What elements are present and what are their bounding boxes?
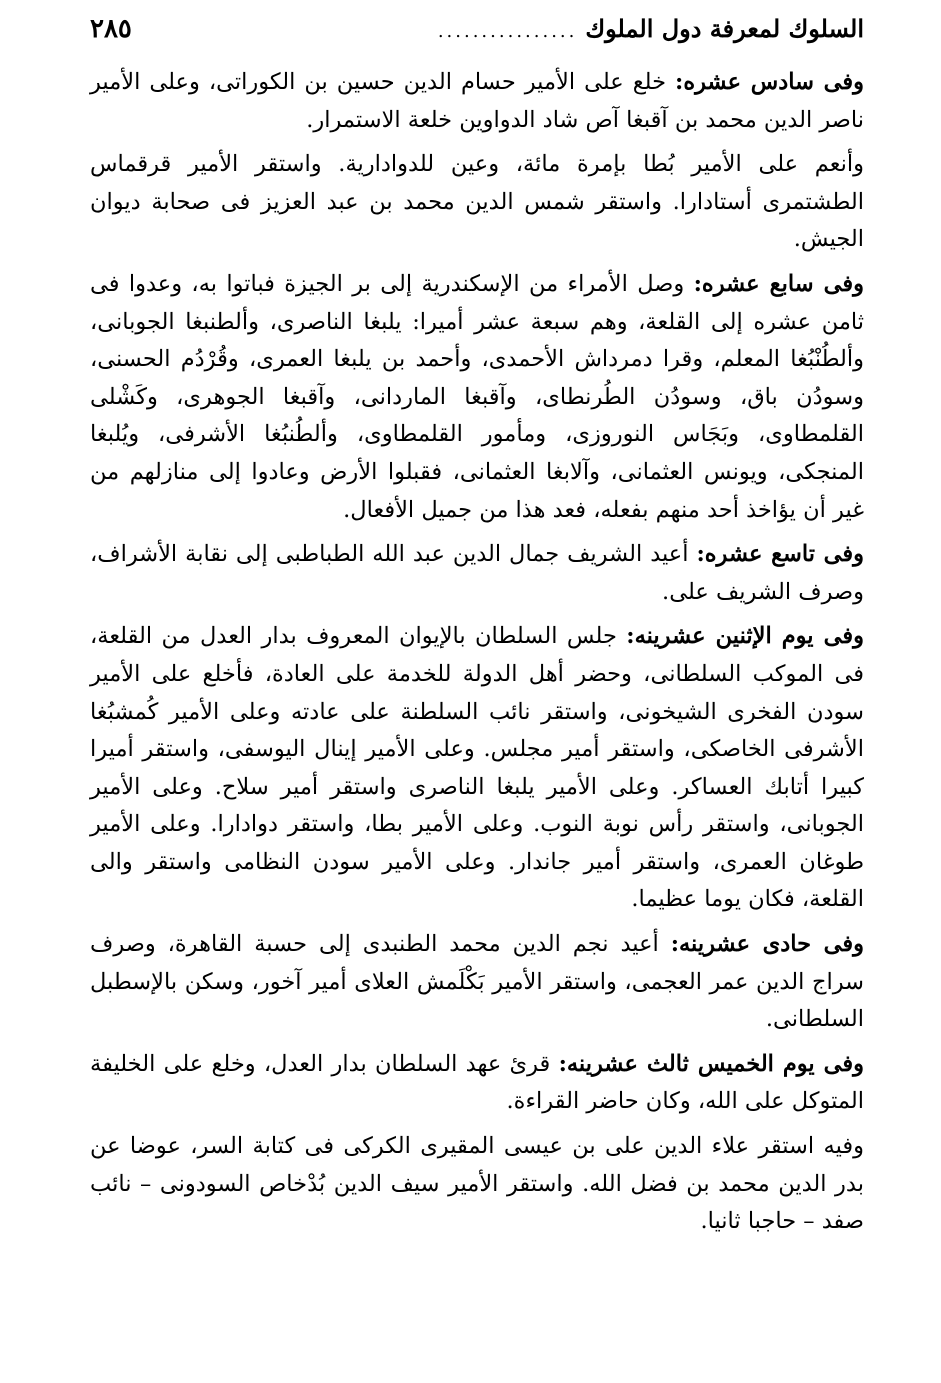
paragraph-5 — [90, 618, 864, 919]
header-leader-dots: ................ — [437, 21, 578, 42]
paragraph-text: أعيد نجم الدين محمد الطنبدى إلى حسبة القاهرة، وصرف سراج الدين عمر العجمى، واستقر الأمير بَكْلَمش العلاى أمير آخور، وسكن بالإسطبل السلطانى. — [90, 931, 864, 1033]
book-page — [90, 14, 864, 1248]
paragraph-3 — [90, 266, 864, 529]
paragraph-text: وأنعم على الأمير بُطا بإمرة مائة، وعين للدوادارية. واستقر الأمير قرقماس الطشتمرى أستادارا. واستقر شمس الدين محمد بن عبد العزيز فى صحابة ديوان الجيش. — [90, 151, 864, 253]
paragraph-2 — [90, 146, 864, 259]
date-heading: وفى سابع عشره: — [693, 270, 864, 297]
paragraph-6 — [90, 926, 864, 1039]
paragraph-4 — [90, 536, 864, 611]
paragraph-8 — [90, 1128, 864, 1241]
date-heading: وفى حادى عشرينه: — [670, 931, 864, 958]
paragraph-text: قرئ عهد السلطان بدار العدل، وخلع على الخليفة المتوكل على الله، وكان حاضر القراءة. — [90, 1050, 864, 1115]
paragraph-1 — [90, 64, 864, 139]
paragraph-text: جلس السلطان بالإيوان المعروف بدار العدل من القلعة، فى الموكب السلطانى، وحضر أهل الدولة للخدمة على العادة، فأخلع على الأمير سودن الفخرى الشيخونى، واستقر نائب السلطنة على عادته وعلى الأمير كُمشبُغا الأشرفى الخاصكى، واستقر أمير مجلس. وعلى الأمير إينال اليوسفى، واستقر أميرا كبيرا أتابك العساكر. وعلى الأمير يلبغا الناصرى واستقر أمير سلاح. وعلى الأمير الجوبانى، واستقر رأس نوبة النوب. وعلى الأمير بطا، واستقر دوادارا. وعلى الأمير طوغان العمرى، واستقر أمير جاندار. وعلى الأمير سودن النظامى واستقر والى القلعة، فكان يوما عظيما. — [90, 623, 864, 913]
running-title: السلوك لمعرفة دول الملوك — [585, 14, 864, 43]
date-heading: وفى سادس عشره: — [675, 69, 864, 95]
paragraph-7 — [90, 1046, 864, 1121]
date-heading: وفى يوم الإثنين عشرينه: — [626, 623, 864, 650]
date-heading: وفى يوم الخميس ثالث عشرينه: — [558, 1050, 864, 1077]
paragraph-text: خلع على الأمير حسام الدين حسين بن الكوراتى، وعلى الأمير ناصر الدين محمد بن آقبغا آص شاد الدواوين خلعة الاستمرار. — [90, 69, 864, 133]
date-heading: وفى تاسع عشره: — [696, 541, 865, 568]
running-header — [90, 14, 864, 56]
paragraph-text: وصل الأمراء من الإسكندرية إلى بر الجيزة فباتوا به، وعدوا فى ثامن عشره إلى القلعة، وهم سبعة عشر أميرا: يلبغا الناصرى، وألطنبغا الجوبانى، وألطُنْبُغا المعلم، وقرا دمرداش الأحمدى، وأحمد بن يلبغا العمرى، وقُرْدُم الحسنى، وسودُن باق، وسودُن الطُرنطاى، وآقبغا الماردانى، وآقبغا الجوهرى، وكَشْلى القلمطاوى، وبَجَاس النوروزى، ومأمور القلمطاوى، وألطُنبُغا الأشرفى، ويُلبغا المنجكى، ويونس العثمانى، وآلابغا العثمانى، فقبلوا الأرض وعادوا إلى منازلهم من غير أن يؤاخذ أحد منهم بفعله، فعد هذا من جميل الأفعال. — [90, 270, 864, 523]
page-number: ٢٨٥ — [90, 14, 132, 44]
paragraph-text: وفيه استقر علاء الدين على بن عيسى المقيرى الكركى فى كتابة السر، عوضا عن بدر الدين محمد بن فضل الله. واستقر الأمير سيف الدين بُدْخاص السودونى – نائب صفد – حاجبا ثانيا. — [90, 1133, 864, 1235]
paragraph-text: أعيد الشريف جمال الدين عبد الله الطباطبى إلى نقابة الأشراف، وصرف الشريف على. — [90, 541, 864, 605]
